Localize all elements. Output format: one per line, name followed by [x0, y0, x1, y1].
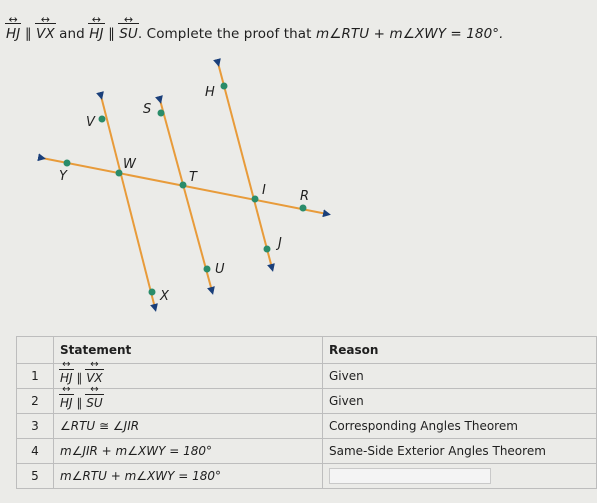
header-statement: Statement	[54, 337, 323, 364]
line-hj-symbol: HJ ↔	[60, 392, 73, 410]
proof-row-2	[17, 389, 597, 414]
row-reason: Same-Side Exterior Angles Theorem	[323, 439, 597, 464]
header-number	[17, 337, 54, 364]
row-reason: Corresponding Angles Theorem	[323, 414, 597, 439]
line-vx-symbol: VX ↔	[36, 22, 55, 42]
point-y	[64, 160, 71, 167]
point-j	[264, 246, 271, 253]
point-r	[300, 205, 307, 212]
row-number: 4	[17, 439, 54, 464]
label-s: S	[143, 102, 152, 117]
label-v: V	[86, 115, 95, 130]
proof-table	[16, 336, 597, 489]
line-hj-symbol: HJ ↔	[60, 367, 73, 385]
label-u: U	[215, 262, 225, 277]
parallel-symbol: ∥	[24, 26, 32, 42]
reason-answer-blank[interactable]	[329, 468, 491, 484]
row-statement: m∠JIR + m∠XWY = 180°	[54, 439, 323, 464]
line-vx	[101, 96, 155, 308]
label-j: J	[278, 236, 282, 251]
label-x: X	[160, 289, 169, 304]
point-t	[180, 182, 187, 189]
header-reason: Reason	[323, 337, 597, 364]
label-w: W	[123, 157, 136, 172]
row-statement: m∠RTU + m∠XWY = 180°	[54, 464, 323, 489]
line-su-symbol: SU ↔	[119, 22, 138, 42]
line-hj-symbol: HJ ↔	[6, 22, 20, 42]
line-su-symbol: SU ↔	[86, 392, 102, 410]
label-r: R	[300, 189, 310, 204]
label-t: T	[189, 170, 197, 185]
label-h: H	[205, 85, 215, 100]
point-u	[204, 266, 211, 273]
proof-row-1	[17, 364, 597, 389]
line-hj	[218, 63, 272, 268]
line-hj-symbol-2: HJ ↔	[89, 22, 103, 42]
proof-row-3	[17, 414, 597, 439]
label-i: I	[262, 183, 266, 198]
row-statement	[54, 389, 323, 414]
parallel-symbol-2: ∥	[107, 26, 115, 42]
point-h	[221, 83, 228, 90]
parallel-symbol: ∥	[76, 396, 83, 410]
row-statement: ∠RTU ≅ ∠JIR	[54, 414, 323, 439]
and-word: and	[59, 26, 85, 42]
point-v	[99, 116, 106, 123]
row-reason: Given	[323, 389, 597, 414]
line-su	[160, 100, 212, 291]
proof-row-5	[17, 464, 597, 489]
row-reason: Given	[323, 364, 597, 389]
prompt-text: . Complete the proof that	[137, 26, 312, 42]
row-number: 3	[17, 414, 54, 439]
table-header-row	[17, 337, 597, 364]
line-vx-symbol: VX ↔	[86, 367, 102, 385]
row-number: 1	[17, 364, 54, 389]
point-i	[252, 196, 259, 203]
proof-row-4	[17, 439, 597, 464]
point-x	[149, 289, 156, 296]
prompt-goal: m∠RTU + m∠XWY = 180°.	[315, 26, 504, 42]
row-number: 2	[17, 389, 54, 414]
point-w	[116, 170, 123, 177]
point-s	[158, 110, 165, 117]
row-reason	[323, 464, 597, 489]
row-number: 5	[17, 464, 54, 489]
parallel-symbol: ∥	[76, 371, 83, 385]
label-y: Y	[59, 169, 67, 184]
